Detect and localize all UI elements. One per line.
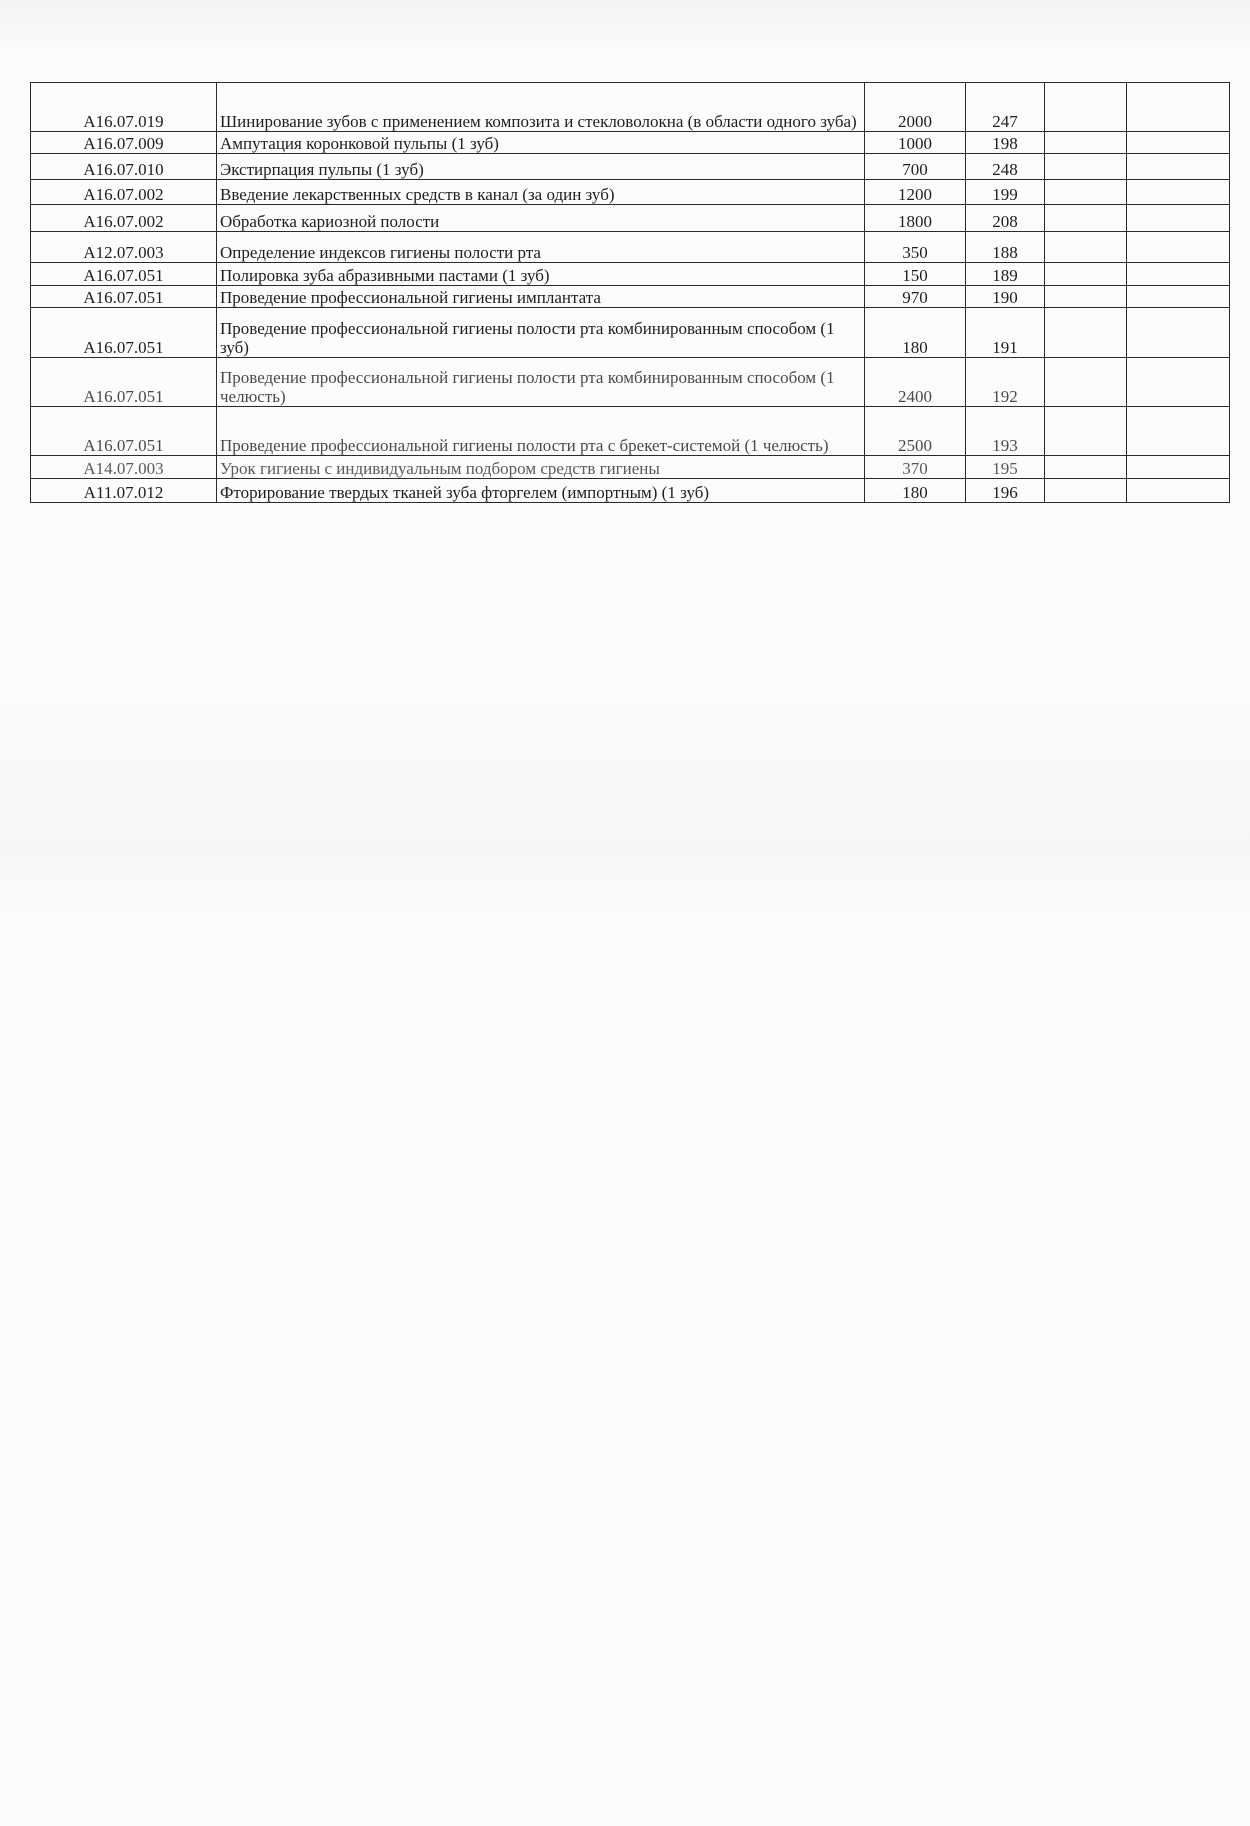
empty-cell xyxy=(1045,232,1127,263)
service-code: А12.07.003 xyxy=(31,232,217,263)
service-name: Определение индексов гигиены полости рта xyxy=(217,232,865,263)
empty-cell xyxy=(1127,407,1230,456)
service-number: 247 xyxy=(966,83,1045,132)
service-name: Экстирпация пульпы (1 зуб) xyxy=(217,154,865,180)
empty-cell xyxy=(1127,154,1230,180)
empty-cell xyxy=(1127,263,1230,286)
service-number: 191 xyxy=(966,308,1045,358)
service-name: Шинирование зубов с применением композита и стекловолокна (в области одного зуба) xyxy=(217,83,865,132)
service-price: 1800 xyxy=(865,205,966,232)
service-number: 189 xyxy=(966,263,1045,286)
service-number: 188 xyxy=(966,232,1045,263)
empty-cell xyxy=(1045,407,1127,456)
service-price: 180 xyxy=(865,308,966,358)
empty-cell xyxy=(1127,456,1230,479)
empty-cell xyxy=(1045,358,1127,407)
scan-shading xyxy=(0,670,1250,930)
empty-cell xyxy=(1127,286,1230,308)
service-code: А16.07.051 xyxy=(31,308,217,358)
service-name: Проведение профессиональной гигиены имплантата xyxy=(217,286,865,308)
empty-cell xyxy=(1045,132,1127,154)
empty-cell xyxy=(1127,205,1230,232)
scan-shading-top xyxy=(0,0,1250,60)
service-code: А16.07.002 xyxy=(31,180,217,205)
empty-cell xyxy=(1045,263,1127,286)
empty-cell xyxy=(1127,132,1230,154)
service-price: 970 xyxy=(865,286,966,308)
service-number: 192 xyxy=(966,358,1045,407)
service-price: 350 xyxy=(865,232,966,263)
service-number: 195 xyxy=(966,456,1045,479)
table-row xyxy=(31,286,1230,308)
empty-cell xyxy=(1127,180,1230,205)
service-code: А16.07.051 xyxy=(31,358,217,407)
table-row xyxy=(31,205,1230,232)
service-number: 199 xyxy=(966,180,1045,205)
service-code: А16.07.010 xyxy=(31,154,217,180)
service-name: Проведение профессиональной гигиены полости рта с брекет-системой (1 челюсть) xyxy=(217,407,865,456)
table-row xyxy=(31,132,1230,154)
service-name: Обработка кариозной полости xyxy=(217,205,865,232)
empty-cell xyxy=(1045,180,1127,205)
service-number: 190 xyxy=(966,286,1045,308)
service-price: 1200 xyxy=(865,180,966,205)
empty-cell xyxy=(1127,479,1230,503)
table-row xyxy=(31,83,1230,132)
price-list-table xyxy=(30,82,1230,503)
service-number: 193 xyxy=(966,407,1045,456)
service-price: 370 xyxy=(865,456,966,479)
empty-cell xyxy=(1045,456,1127,479)
service-number: 208 xyxy=(966,205,1045,232)
service-code: А16.07.019 xyxy=(31,83,217,132)
table-row xyxy=(31,154,1230,180)
service-code: А16.07.002 xyxy=(31,205,217,232)
service-code: А14.07.003 xyxy=(31,456,217,479)
service-price: 150 xyxy=(865,263,966,286)
service-number: 198 xyxy=(966,132,1045,154)
service-price: 700 xyxy=(865,154,966,180)
service-name: Введение лекарственных средств в канал (за один зуб) xyxy=(217,180,865,205)
service-price: 180 xyxy=(865,479,966,503)
empty-cell xyxy=(1045,154,1127,180)
empty-cell xyxy=(1045,479,1127,503)
service-number: 248 xyxy=(966,154,1045,180)
service-name: Урок гигиены с индивидуальным подбором средств гигиены xyxy=(217,456,865,479)
empty-cell xyxy=(1127,232,1230,263)
empty-cell xyxy=(1045,205,1127,232)
service-price: 2000 xyxy=(865,83,966,132)
table-row xyxy=(31,232,1230,263)
table-row xyxy=(31,308,1230,358)
empty-cell xyxy=(1127,83,1230,132)
table-row xyxy=(31,456,1230,479)
service-name: Проведение профессиональной гигиены полости рта комбинированным способом (1 зуб) xyxy=(217,308,865,358)
service-price: 2500 xyxy=(865,407,966,456)
empty-cell xyxy=(1127,308,1230,358)
service-price: 2400 xyxy=(865,358,966,407)
table-row xyxy=(31,180,1230,205)
service-name: Ампутация коронковой пульпы (1 зуб) xyxy=(217,132,865,154)
table-row xyxy=(31,358,1230,407)
empty-cell xyxy=(1045,83,1127,132)
empty-cell xyxy=(1045,286,1127,308)
service-price: 1000 xyxy=(865,132,966,154)
service-code: А16.07.051 xyxy=(31,286,217,308)
service-name: Полировка зуба абразивными пастами (1 зуб) xyxy=(217,263,865,286)
service-code: А16.07.051 xyxy=(31,263,217,286)
service-name: Проведение профессиональной гигиены полости рта комбинированным способом (1 челюсть) xyxy=(217,358,865,407)
empty-cell xyxy=(1045,308,1127,358)
empty-cell xyxy=(1127,358,1230,407)
table-row xyxy=(31,479,1230,503)
service-code: А11.07.012 xyxy=(31,479,217,503)
service-name: Фторирование твердых тканей зуба фторгелем (импортным) (1 зуб) xyxy=(217,479,865,503)
service-code: А16.07.009 xyxy=(31,132,217,154)
service-code: А16.07.051 xyxy=(31,407,217,456)
table-row xyxy=(31,263,1230,286)
service-number: 196 xyxy=(966,479,1045,503)
table-row xyxy=(31,407,1230,456)
